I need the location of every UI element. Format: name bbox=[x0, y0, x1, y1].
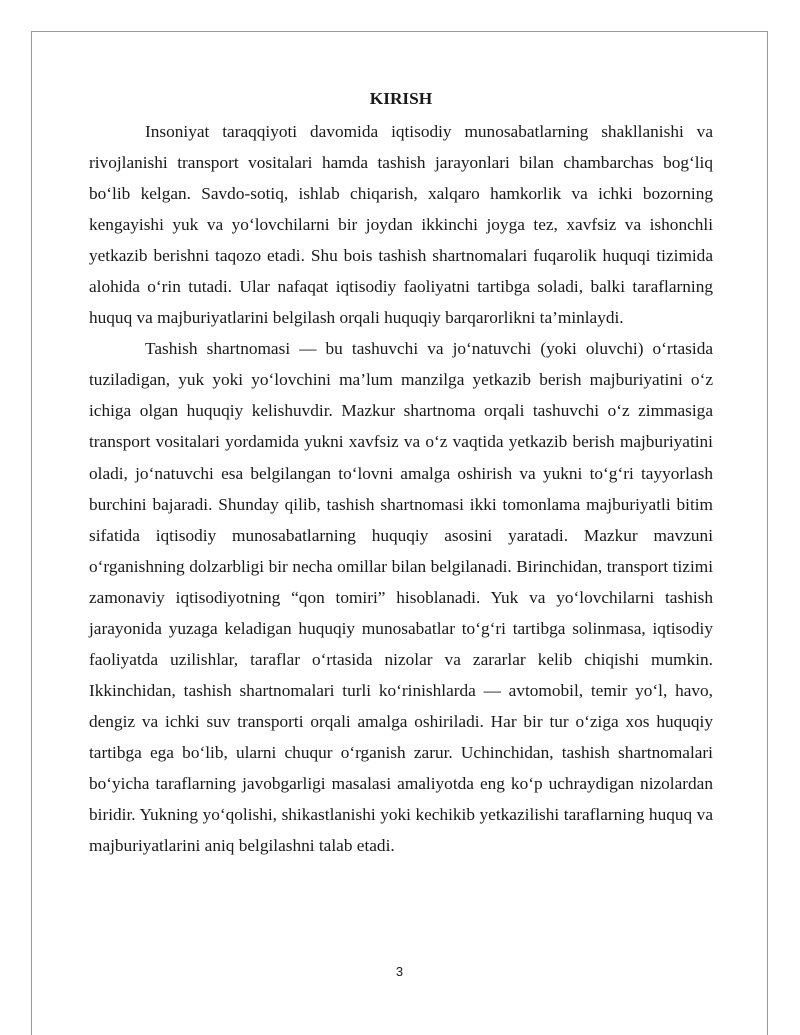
page-number: 3 bbox=[395, 964, 404, 979]
section-title: KIRISH bbox=[369, 89, 433, 108]
page-content bbox=[89, 84, 713, 861]
paragraph-1: Insoniyat taraqqiyoti davomida iqtisodiy munosabatlarning shakllanishi va rivojlanishi transport vositalari hamda tashish jarayonlari bilan chambarchas bog‘liq bo‘lib kelgan. Savdo-sotiq, ishlab chiqarish, xalqaro hamkorlik va ichki bozorning kengayishi yuk va yo‘lovchilarni bir joydan ikkinchi joyga tez, xavfsiz va ishonchli yetkazib berishni taqozo etadi. Shu bois tashish shartnomalari fuqarolik huquqi tizimida alohida o‘rin tutadi. Ular nafaqat iqtisodiy faoliyatni tartibga soladi, balki taraflarning huquq va majburiyatlarini belgilash orqali huquqiy barqarorlikni ta’minlaydi. bbox=[89, 122, 713, 328]
document-page bbox=[31, 31, 768, 1035]
paragraph-2: Tashish shartnomasi — bu tashuvchi va jo‘natuvchi (yoki oluvchi) o‘rtasida tuziladigan, yuk yoki yo‘lovchini ma’lum manzilga yetkazib berish majburiyatini o‘z ichiga olgan huquqiy kelishuvdir. Mazkur shartnoma orqali tashuvchi o‘z zimmasiga transport vositalari yordamida yukni xavfsiz va o‘z vaqtida yetkazib berish majburiyatini oladi, jo‘natuvchi esa belgilangan to‘lovni amalga oshirish va yukni to‘g‘ri tayyorlash burchini bajaradi. Shunday qilib, tashish shartnomasi ikki tomonlama majburiyatli bitim sifatida iqtisodiy munosabatlarning huquqiy asosini yaratadi. Mazkur mavzuni o‘rganishning dolzarbligi bir necha omillar bilan belgilanadi. Birinchidan, transport tizimi zamonaviy iqtisodiyotning “qon tomiri” hisoblanadi. Yuk va yo‘lovchilarni tashish jarayonida yuzaga keladigan huquqiy munosabatlar to‘g‘ri tartibga solinmasa, iqtisodiy faoliyatda uzilishlar, taraflar o‘rtasida nizolar va zararlar kelib chiqishi mumkin. Ikkinchidan, tashish shartnomalari turli ko‘rinishlarda — avtomobil, temir yo‘l, havo, dengiz va ichki suv transporti orqali amalga oshiriladi. Har bir tur o‘ziga xos huquqiy tartibga ega bo‘lib, ularni chuqur o‘rganish zarur. Uchinchidan, tashish shartnomalari bo‘yicha taraflarning javobgarligi masalasi amaliyotda eng ko‘p uchraydigan nizolardan biridir. Yukning yo‘qolishi, shikastlanishi yoki kechikib yetkazilishi taraflarning huquq va majburiyatlarini aniq belgilashni talab etadi. bbox=[89, 339, 713, 856]
